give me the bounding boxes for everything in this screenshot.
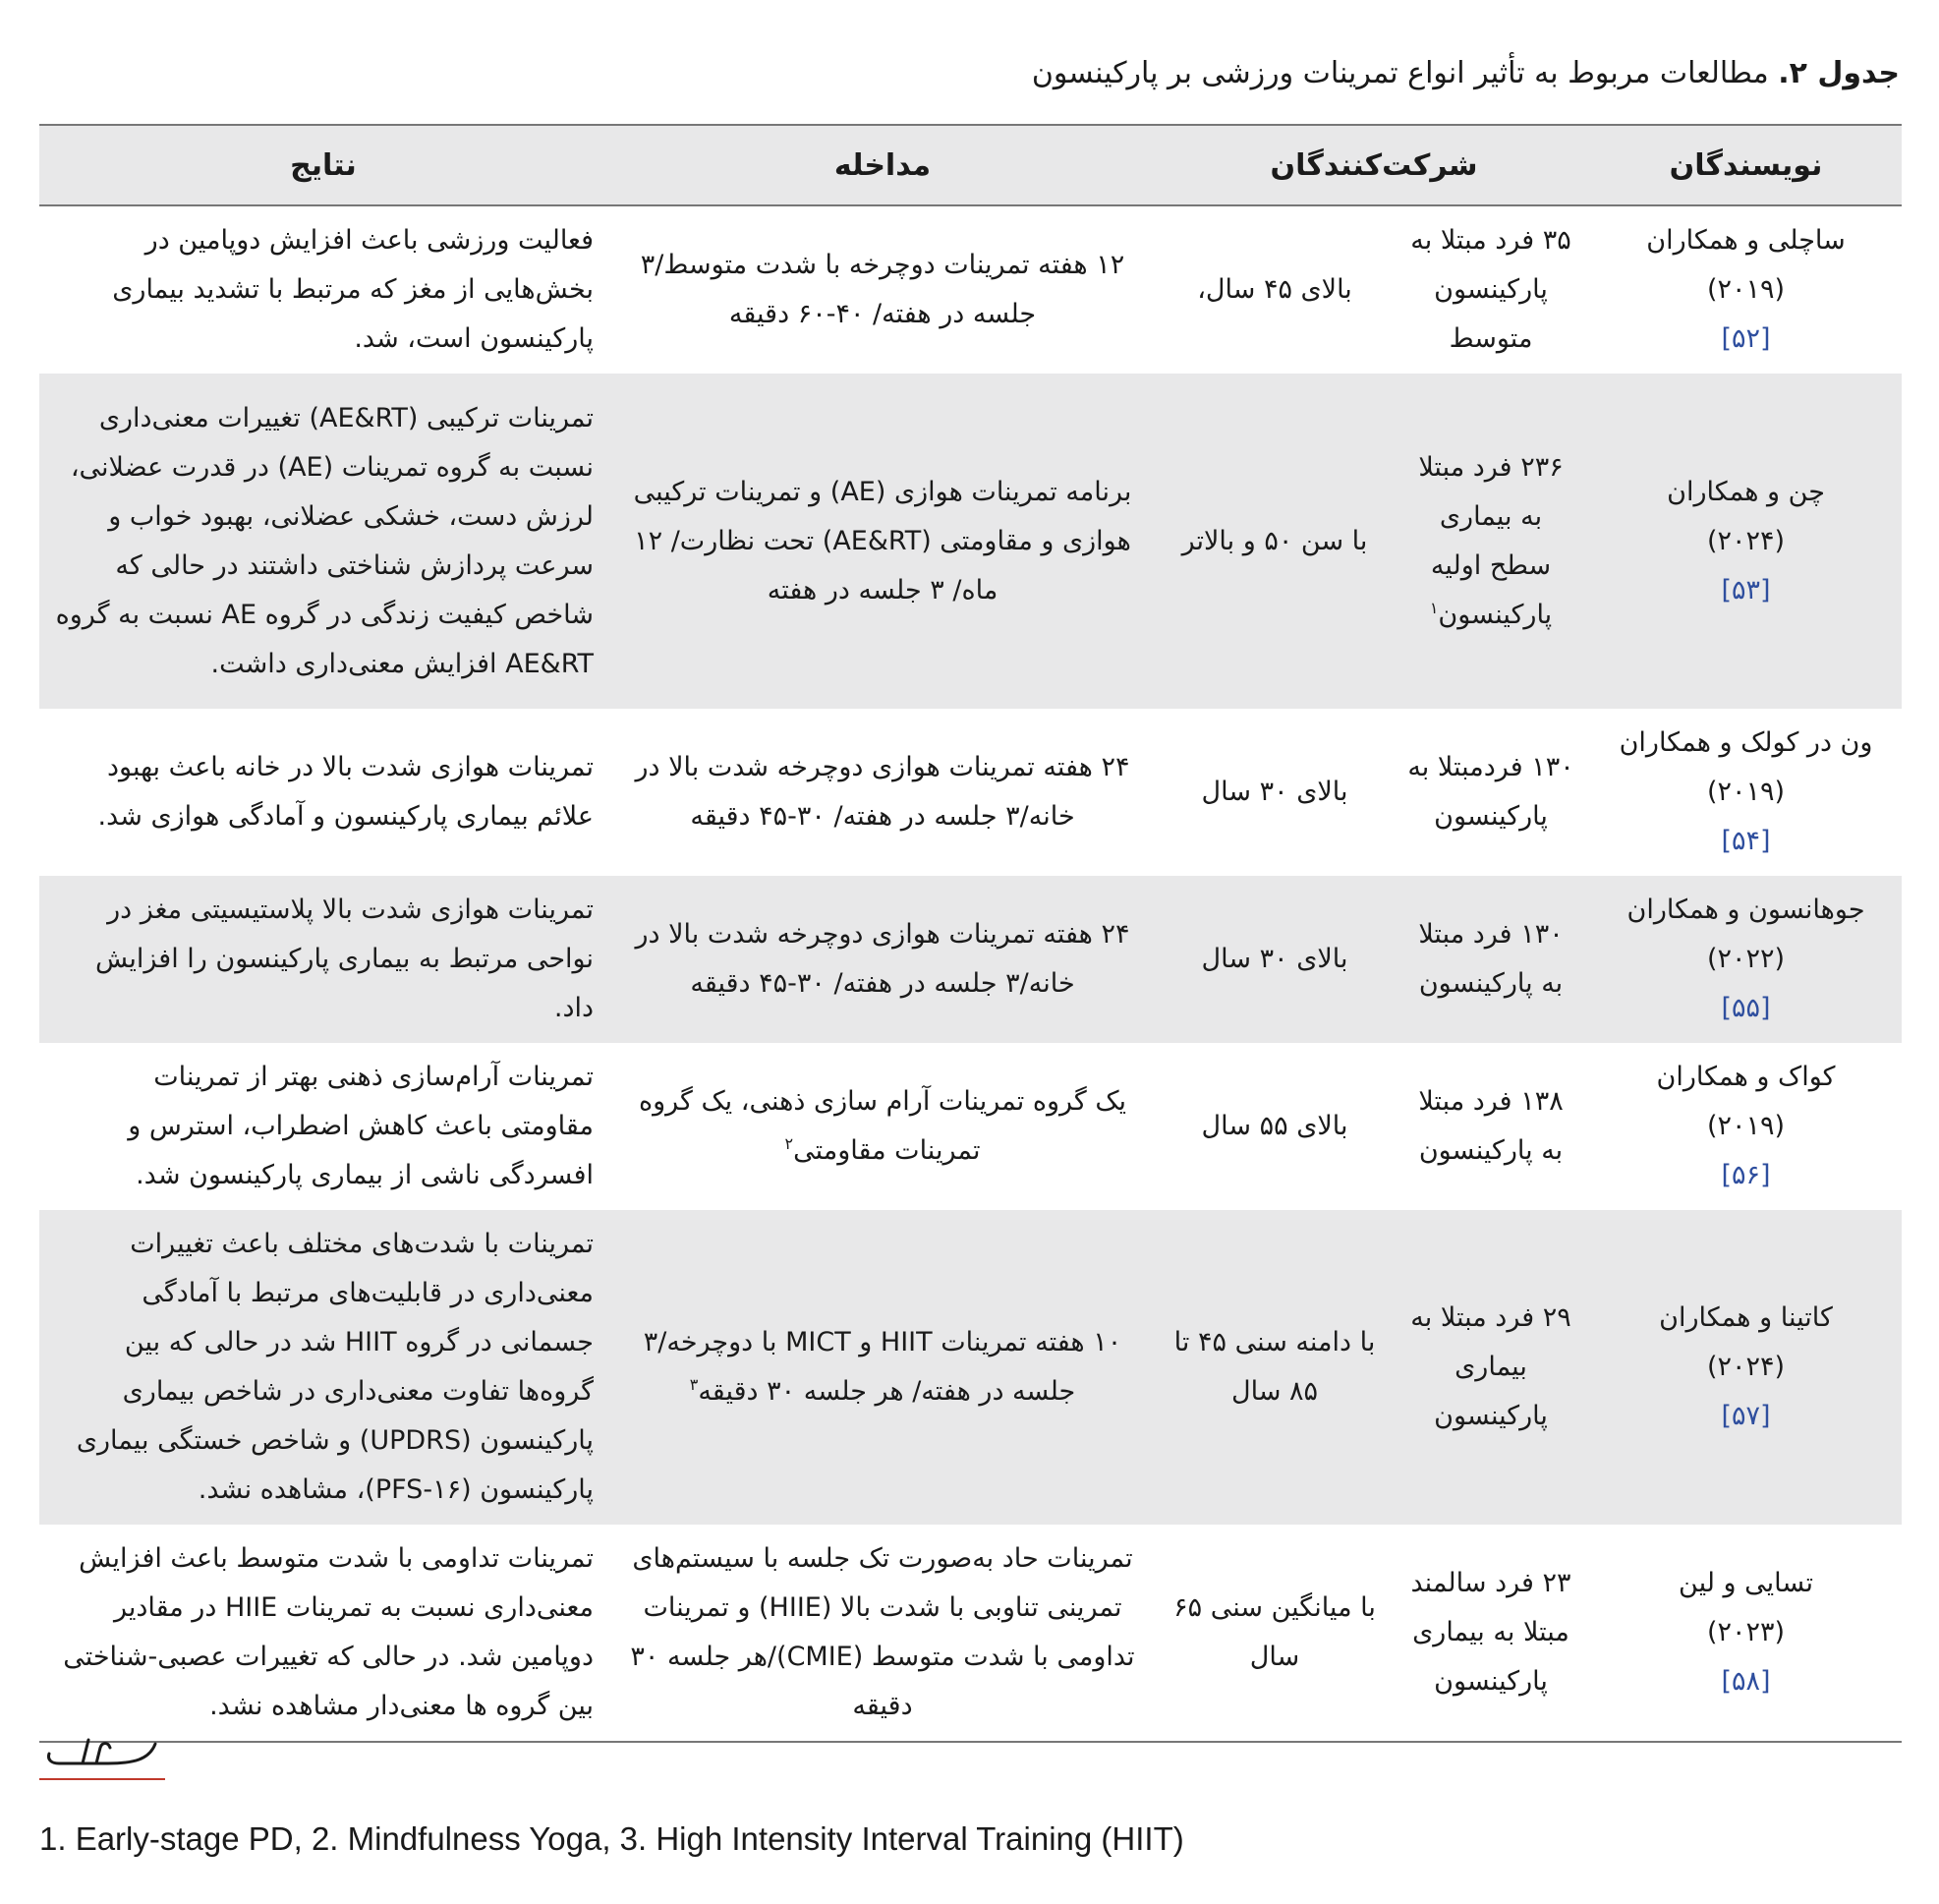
results-text: تمرینات ترکیبی (AE&RT) تغییرات معنی‌داری نسبت به گروه تمرینات (AE) در قدرت عضلانی، لرزش دست، خشکی عضلانی، بهبود خواب و سرعت پردازش شناختی داشتند در حالی که شاخص کیفیت زندگی در گروه AE نسبت به گروه AE&RT افزایش معنی‌داری داشت. (55, 402, 594, 679)
age-cell (1158, 876, 1392, 1043)
age-text: بالای ۳۰ سال (1201, 777, 1348, 807)
participants-cell (1392, 374, 1590, 709)
participants-cell (1392, 1043, 1590, 1210)
participants-cell (1392, 205, 1590, 374)
results-cell (39, 374, 607, 709)
results-cell (39, 1210, 607, 1525)
reference-link[interactable]: [۵۶] (1721, 1160, 1771, 1190)
author-cell (1590, 374, 1902, 709)
intervention-text: ۱۲ هفته تمرینات دوچرخه با شدت متوسط/۳ جلسه در هفته/ ۴۰-۶۰ دقیقه (640, 250, 1125, 329)
results-text: فعالیت ورزشی باعث افزایش دوپامین در بخش‌هایی از مغز که مرتبط با تشدید بیماری پارکینسون است، شد. (112, 225, 594, 354)
author-name: ون در کولک و همکاران (1619, 727, 1873, 758)
results-text: تمرینات آرام‌سازی ذهنی بهتر از تمرینات مقاومتی باعث کاهش اضطراب، استرس و افسردگی ناشی از بیماری پارکینسون شد. (128, 1062, 594, 1190)
intervention-text: ۱۰ هفته تمرینات HIIT و MICT با دوچرخه/۳ جلسه در هفته/ هر جلسه ۳۰ دقیقه (643, 1327, 1122, 1407)
intervention-text: تمرینات حاد به‌صورت تک جلسه با سیستم‌های تمرینی تناوبی با شدت بالا (HIIE) و تمرینات تداومی با شدت متوسط (CMIE)/هر جلسه ۳۰ دقیقه (630, 1543, 1135, 1721)
table-row (39, 374, 1902, 709)
header-intervention: مداخله (607, 126, 1158, 205)
table-row (39, 1525, 1902, 1741)
participants-text: ۲۳۶ فرد مبتلا به بیماری سطح اولیه پارکینسون (1418, 451, 1564, 630)
author-name: کاتینا و همکاران (1659, 1302, 1833, 1333)
author-year: (۲۰۲۴) (1706, 525, 1786, 556)
author-year: (۲۰۱۹) (1706, 777, 1786, 807)
author-year: (۲۰۲۳) (1706, 1617, 1786, 1647)
participants-cell (1392, 1525, 1590, 1741)
author-cell (1590, 1525, 1902, 1741)
intervention-cell (607, 1043, 1158, 1210)
participants-text: ۱۳۸ فرد مبتلا به پارکینسون (1418, 1086, 1564, 1166)
header-authors: نویسندگان (1590, 126, 1902, 205)
intervention-cell (607, 709, 1158, 876)
participants-text: ۳۵ فرد مبتلا به پارکینسون متوسط (1410, 225, 1571, 354)
results-text: تمرینات هوازی شدت بالا در خانه باعث بهبود علائم بیماری پارکینسون و آمادگی هوازی شد. (97, 752, 594, 832)
results-text: تمرینات هوازی شدت بالا پلاستیسیتی مغز در نواحی مرتبط به بیماری پارکینسون را افزایش داد. (94, 894, 594, 1023)
reference-link[interactable]: [۵۴] (1721, 826, 1771, 856)
participants-text: ۱۳۰ فرد مبتلا به پارکینسون (1418, 919, 1564, 999)
author-cell (1590, 1210, 1902, 1525)
table-caption (1032, 54, 1900, 92)
intervention-cell (607, 1210, 1158, 1525)
age-cell (1158, 374, 1392, 709)
age-text: بالای ۴۵ سال، (1197, 274, 1352, 305)
intervention-cell (607, 876, 1158, 1043)
reference-link[interactable]: [۵۵] (1721, 993, 1771, 1023)
footnote-marker: ۲ (784, 1134, 794, 1153)
intervention-text: ۲۴ هفته تمرینات هوازی دوچرخه شدت بالا در خانه/۳ جلسه در هفته/ ۳۰-۴۵ دقیقه (635, 919, 1130, 999)
age-cell (1158, 205, 1392, 374)
author-year: (۲۰۲۴) (1706, 1352, 1786, 1382)
author-year: (۲۰۲۲) (1706, 944, 1786, 974)
author-name: تسایی و لین (1679, 1568, 1813, 1598)
participants-cell (1392, 709, 1590, 876)
results-cell (39, 876, 607, 1043)
author-cell (1590, 205, 1902, 374)
age-text: بالای ۵۵ سال (1201, 1111, 1348, 1141)
footnote-marker: ۳ (689, 1375, 699, 1394)
table-row (39, 876, 1902, 1043)
age-cell (1158, 1043, 1392, 1210)
intervention-text: ۲۴ هفته تمرینات هوازی دوچرخه شدت بالا در خانه/۳ جلسه در هفته/ ۳۰-۴۵ دقیقه (635, 752, 1130, 832)
intervention-text: برنامه تمرینات هوازی (AE) و تمرینات ترکیبی هوازی و مقاومتی (AE&RT) تحت نظارت/ ۱۲ ماه/ ۳ جلسه در هفته (633, 476, 1132, 606)
author-cell (1590, 1043, 1902, 1210)
author-year: (۲۰۱۹) (1706, 1111, 1786, 1141)
age-text: بالای ۳۰ سال (1201, 944, 1348, 974)
intervention-cell (607, 205, 1158, 374)
reference-link[interactable]: [۵۳] (1721, 574, 1771, 606)
author-name: چن و همکاران (1667, 476, 1825, 507)
caption-text: مطالعات مربوط به تأثیر انواع تمرینات ورزشی بر پارکینسون (1031, 56, 1769, 90)
caption-label: جدول ۲. (1778, 56, 1900, 90)
age-text: با دامنه سنی ۴۵ تا ۸۵ سال (1173, 1327, 1376, 1407)
results-cell (39, 205, 607, 374)
results-text: تمرینات تداومی با شدت متوسط باعث افزایش معنی‌داری نسبت به تمرینات HIIE در مقادیر دوپامین شد. در حالی که تغییرات عصبی-شناختی بین گروه ها معنی‌دار مشاهده نشد. (63, 1543, 594, 1721)
results-cell (39, 1525, 607, 1741)
participants-cell (1392, 1210, 1590, 1525)
journal-logo-mark (39, 1730, 165, 1785)
participants-text: ۲۹ فرد مبتلا به بیماری پارکینسون (1410, 1302, 1571, 1431)
age-cell (1158, 1210, 1392, 1525)
table-row (39, 709, 1902, 876)
header-results: نتایج (39, 126, 607, 205)
header-participants: شرکت‌کنندگان (1158, 126, 1590, 205)
results-cell (39, 709, 607, 876)
table-row (39, 1210, 1902, 1525)
author-cell (1590, 876, 1902, 1043)
intervention-cell (607, 374, 1158, 709)
author-name: جوهانسون و همکاران (1626, 894, 1865, 925)
author-year: (۲۰۱۹) (1706, 274, 1786, 305)
table-row (39, 1043, 1902, 1210)
studies-table (39, 124, 1902, 1743)
participants-cell (1392, 876, 1590, 1043)
author-name: کواک و همکاران (1656, 1062, 1836, 1092)
reference-link[interactable]: [۵۸] (1721, 1666, 1771, 1697)
age-text: با میانگین سنی ۶۵ سال (1173, 1592, 1376, 1672)
age-text: با سن ۵۰ و بالاتر (1181, 525, 1368, 556)
participants-text: ۱۳۰ فردمبتلا به پارکینسون (1407, 752, 1574, 832)
reference-link[interactable]: [۵۲] (1721, 323, 1771, 354)
participants-text: ۲۳ فرد سالمند مبتلا به بیماری پارکینسون (1410, 1568, 1571, 1697)
journal-logo (39, 1730, 165, 1785)
table-row (39, 205, 1902, 374)
age-cell (1158, 709, 1392, 876)
table-header-row (39, 126, 1902, 205)
intervention-text: یک گروه تمرینات آرام سازی ذهنی، یک گروه تمرینات مقاومتی (638, 1086, 1127, 1166)
results-text: تمرینات با شدت‌های مختلف باعث تغییرات معنی‌داری در قابلیت‌های مرتبط با آمادگی جسمانی در گروه HIIT شد در حالی که بین گروه‌ها تفاوت معنی‌داری در شاخص بیماری پارکینسون (UPDRS) و شاخص خستگی بیماری پارکینسون (PFS-۱۶)، مشاهده نشد. (76, 1229, 594, 1505)
footnotes: 1. Early-stage PD, 2. Mindfulness Yoga, 3. High Intensity Interval Training (HIIT) (39, 1820, 1184, 1857)
results-cell (39, 1043, 607, 1210)
footnote-marker: ۱ (1429, 598, 1439, 617)
reference-link[interactable]: [۵۷] (1721, 1401, 1771, 1431)
age-cell (1158, 1525, 1392, 1741)
author-name: ساچلی و همکاران (1646, 225, 1846, 256)
author-cell (1590, 709, 1902, 876)
intervention-cell (607, 1525, 1158, 1741)
